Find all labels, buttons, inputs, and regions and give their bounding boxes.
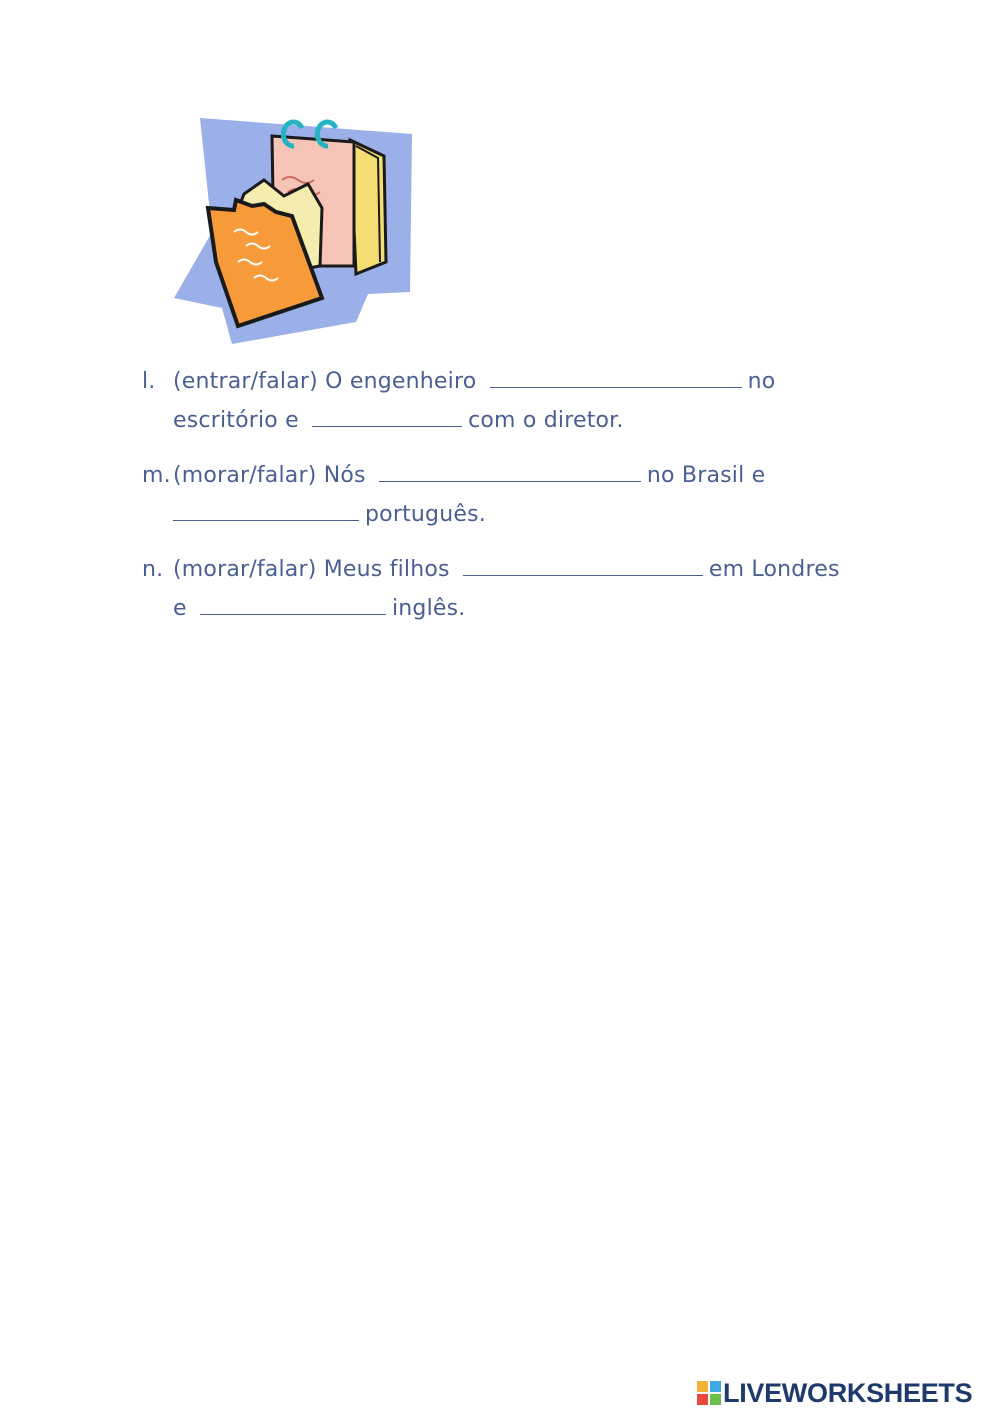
answer-blank[interactable] bbox=[379, 459, 641, 482]
exercise-item-l bbox=[142, 362, 862, 440]
liveworksheets-logo-icon bbox=[697, 1381, 721, 1405]
exercise-item-n bbox=[142, 550, 862, 628]
item-text bbox=[173, 550, 862, 628]
sentence-part: português. bbox=[365, 502, 486, 527]
liveworksheets-logo[interactable] bbox=[697, 1378, 972, 1408]
sentence-part: O engenheiro bbox=[325, 369, 477, 394]
exercise-list bbox=[142, 362, 862, 644]
answer-blank[interactable] bbox=[312, 404, 462, 427]
sentence-part: e bbox=[173, 596, 187, 621]
brand-name: LIVEWORKSHEETS bbox=[723, 1377, 973, 1408]
item-text bbox=[173, 456, 862, 534]
sentence-part: no Brasil e bbox=[646, 463, 766, 488]
sentence-part: inglês. bbox=[391, 596, 466, 621]
sentence-part: em Londres bbox=[708, 557, 840, 582]
verbs: (morar/falar) bbox=[173, 463, 317, 488]
item-letter: m. bbox=[142, 463, 171, 488]
notepad-clipart-icon bbox=[172, 112, 418, 350]
answer-blank[interactable] bbox=[490, 365, 742, 388]
item-text bbox=[173, 362, 862, 440]
sentence-part: com o diretor. bbox=[468, 408, 624, 433]
item-letter: n. bbox=[142, 557, 164, 582]
answer-blank[interactable] bbox=[200, 592, 386, 615]
answer-blank[interactable] bbox=[173, 498, 359, 521]
sentence-part: no bbox=[747, 369, 776, 394]
sentence-part: escritório e bbox=[173, 408, 299, 433]
exercise-item-m bbox=[142, 456, 862, 534]
verbs: (morar/falar) bbox=[173, 557, 317, 582]
sentence-part: Meus filhos bbox=[323, 557, 450, 582]
item-letter: l. bbox=[142, 369, 156, 394]
verbs: (entrar/falar) bbox=[173, 369, 318, 394]
answer-blank[interactable] bbox=[463, 553, 703, 576]
sentence-part: Nós bbox=[323, 463, 366, 488]
